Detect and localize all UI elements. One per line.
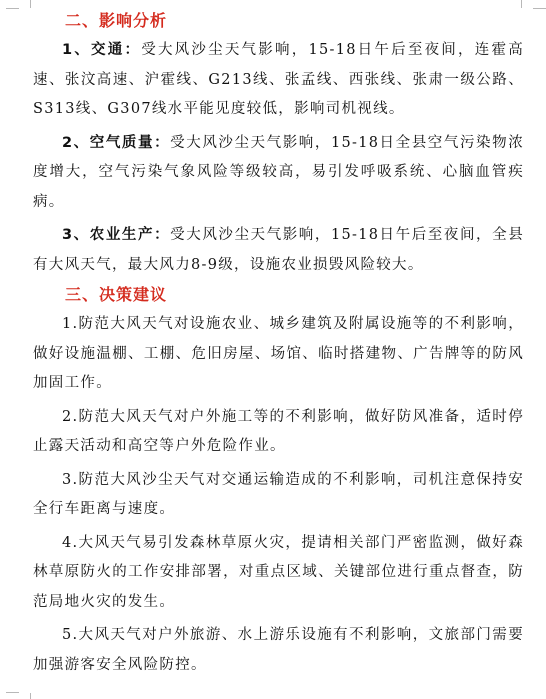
page-corner-mark bbox=[521, 0, 534, 8]
impact-agriculture-label: 3、农业生产： bbox=[62, 227, 171, 243]
section-heading-impact-analysis: 二、影响分析 bbox=[65, 11, 168, 30]
impact-traffic-text: 受大风沙尘天气影响，15-18日午后至夜间，连霍高速、张汶高速、沪霍线、G213线、张孟线、西张线、张肃一级公路、S313线、G307线水平能见度较低，影响司机视线。 bbox=[33, 42, 524, 117]
page-corner-mark bbox=[18, 693, 31, 699]
advice-item: 4.大风天气易引发森林草原火灾，提请相关部门严密监测，做好森林草原防火的工作安排部署，对重点区域、关键部位进行重点督查，防范局地火灾的发生。 bbox=[33, 534, 524, 610]
impact-air-quality-label: 2、空气质量： bbox=[62, 134, 171, 151]
page-corner-mark bbox=[533, 8, 546, 9]
advice-item: 2.防范大风天气对户外施工等的不利影响，做好防风准备，适时停止露天活动和高空等户外危险作业。 bbox=[33, 408, 524, 454]
page-corner-mark bbox=[6, 692, 19, 693]
impact-traffic-paragraph bbox=[33, 36, 524, 125]
advice-item: 5.大风天气对户外旅游、水上游乐设施有不利影响，文旅部门需要加强游客安全风险防控。 bbox=[33, 627, 524, 673]
impact-traffic-label: 1、交通： bbox=[62, 42, 142, 58]
impact-agriculture-paragraph bbox=[33, 221, 524, 280]
impact-air-quality-paragraph bbox=[33, 129, 524, 218]
advice-item: 3.防范大风沙尘天气对交通运输造成的不利影响，司机注意保持安全行车距离与速度。 bbox=[33, 471, 524, 517]
impact-agriculture-text: 受大风沙尘天气影响，15-18日午后至夜间，全县有大风天气，最大风力8-9级，设施农业损毁风险较大。 bbox=[33, 227, 524, 273]
advice-item: 1.防范大风天气对设施农业、城乡建筑及附属设施等的不利影响，做好设施温棚、工棚、危旧房屋、场馆、临时搭建物、广告牌等的防风加固工作。 bbox=[33, 316, 524, 391]
page-corner-mark bbox=[18, 0, 31, 8]
page-corner-mark bbox=[6, 8, 19, 9]
section-heading-decision-advice: 三、决策建议 bbox=[65, 285, 168, 304]
impact-air-quality-text: 受大风沙尘天气影响，15-18日全县空气污染物浓度增大，空气污染气象风险等级较高，易引发呼吸系统、心脑血管疾病。 bbox=[33, 134, 524, 210]
